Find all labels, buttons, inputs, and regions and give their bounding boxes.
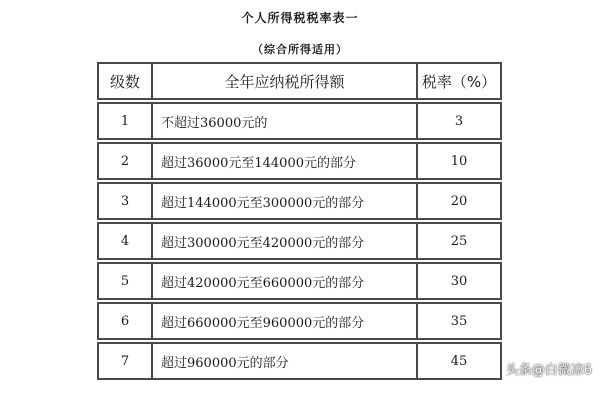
header-level: 级数 bbox=[98, 63, 152, 99]
cell-rate: 35 bbox=[417, 303, 501, 339]
cell-rate: 45 bbox=[417, 343, 501, 379]
cell-income: 超过144000元至300000元的部分 bbox=[152, 183, 417, 219]
table-row bbox=[98, 263, 501, 299]
cell-income: 不超过36000元的 bbox=[152, 103, 417, 139]
cell-level: 4 bbox=[98, 223, 152, 259]
cell-rate: 20 bbox=[417, 183, 501, 219]
header-rate: 税率（%） bbox=[417, 63, 501, 99]
cell-rate: 30 bbox=[417, 263, 501, 299]
cell-level: 1 bbox=[98, 103, 152, 139]
table-row bbox=[98, 103, 501, 139]
cell-level: 2 bbox=[98, 143, 152, 179]
cell-rate: 25 bbox=[417, 223, 501, 259]
page-title: 个人所得税税率表一 bbox=[241, 11, 359, 25]
table-row bbox=[98, 343, 501, 379]
table-header-row bbox=[98, 63, 501, 99]
cell-income: 超过420000元至660000元的部分 bbox=[152, 263, 417, 299]
table-row bbox=[98, 223, 501, 259]
cell-rate: 3 bbox=[417, 103, 501, 139]
cell-income: 超过300000元至420000元的部分 bbox=[152, 223, 417, 259]
table-row bbox=[98, 143, 501, 179]
table-row bbox=[98, 183, 501, 219]
cell-income: 超过36000元至144000元的部分 bbox=[152, 143, 417, 179]
table-row bbox=[98, 303, 501, 339]
tax-rate-table bbox=[97, 62, 502, 380]
cell-income: 超过660000元至960000元的部分 bbox=[152, 303, 417, 339]
cell-level: 3 bbox=[98, 183, 152, 219]
watermark: 头条@白微凉6 bbox=[505, 363, 592, 378]
page-subtitle: （综合所得适用） bbox=[252, 43, 348, 56]
cell-rate: 10 bbox=[417, 143, 501, 179]
cell-level: 5 bbox=[98, 263, 152, 299]
cell-level: 7 bbox=[98, 343, 152, 379]
cell-income: 超过960000元的部分 bbox=[152, 343, 417, 379]
header-income: 全年应纳税所得额 bbox=[152, 63, 417, 99]
cell-level: 6 bbox=[98, 303, 152, 339]
